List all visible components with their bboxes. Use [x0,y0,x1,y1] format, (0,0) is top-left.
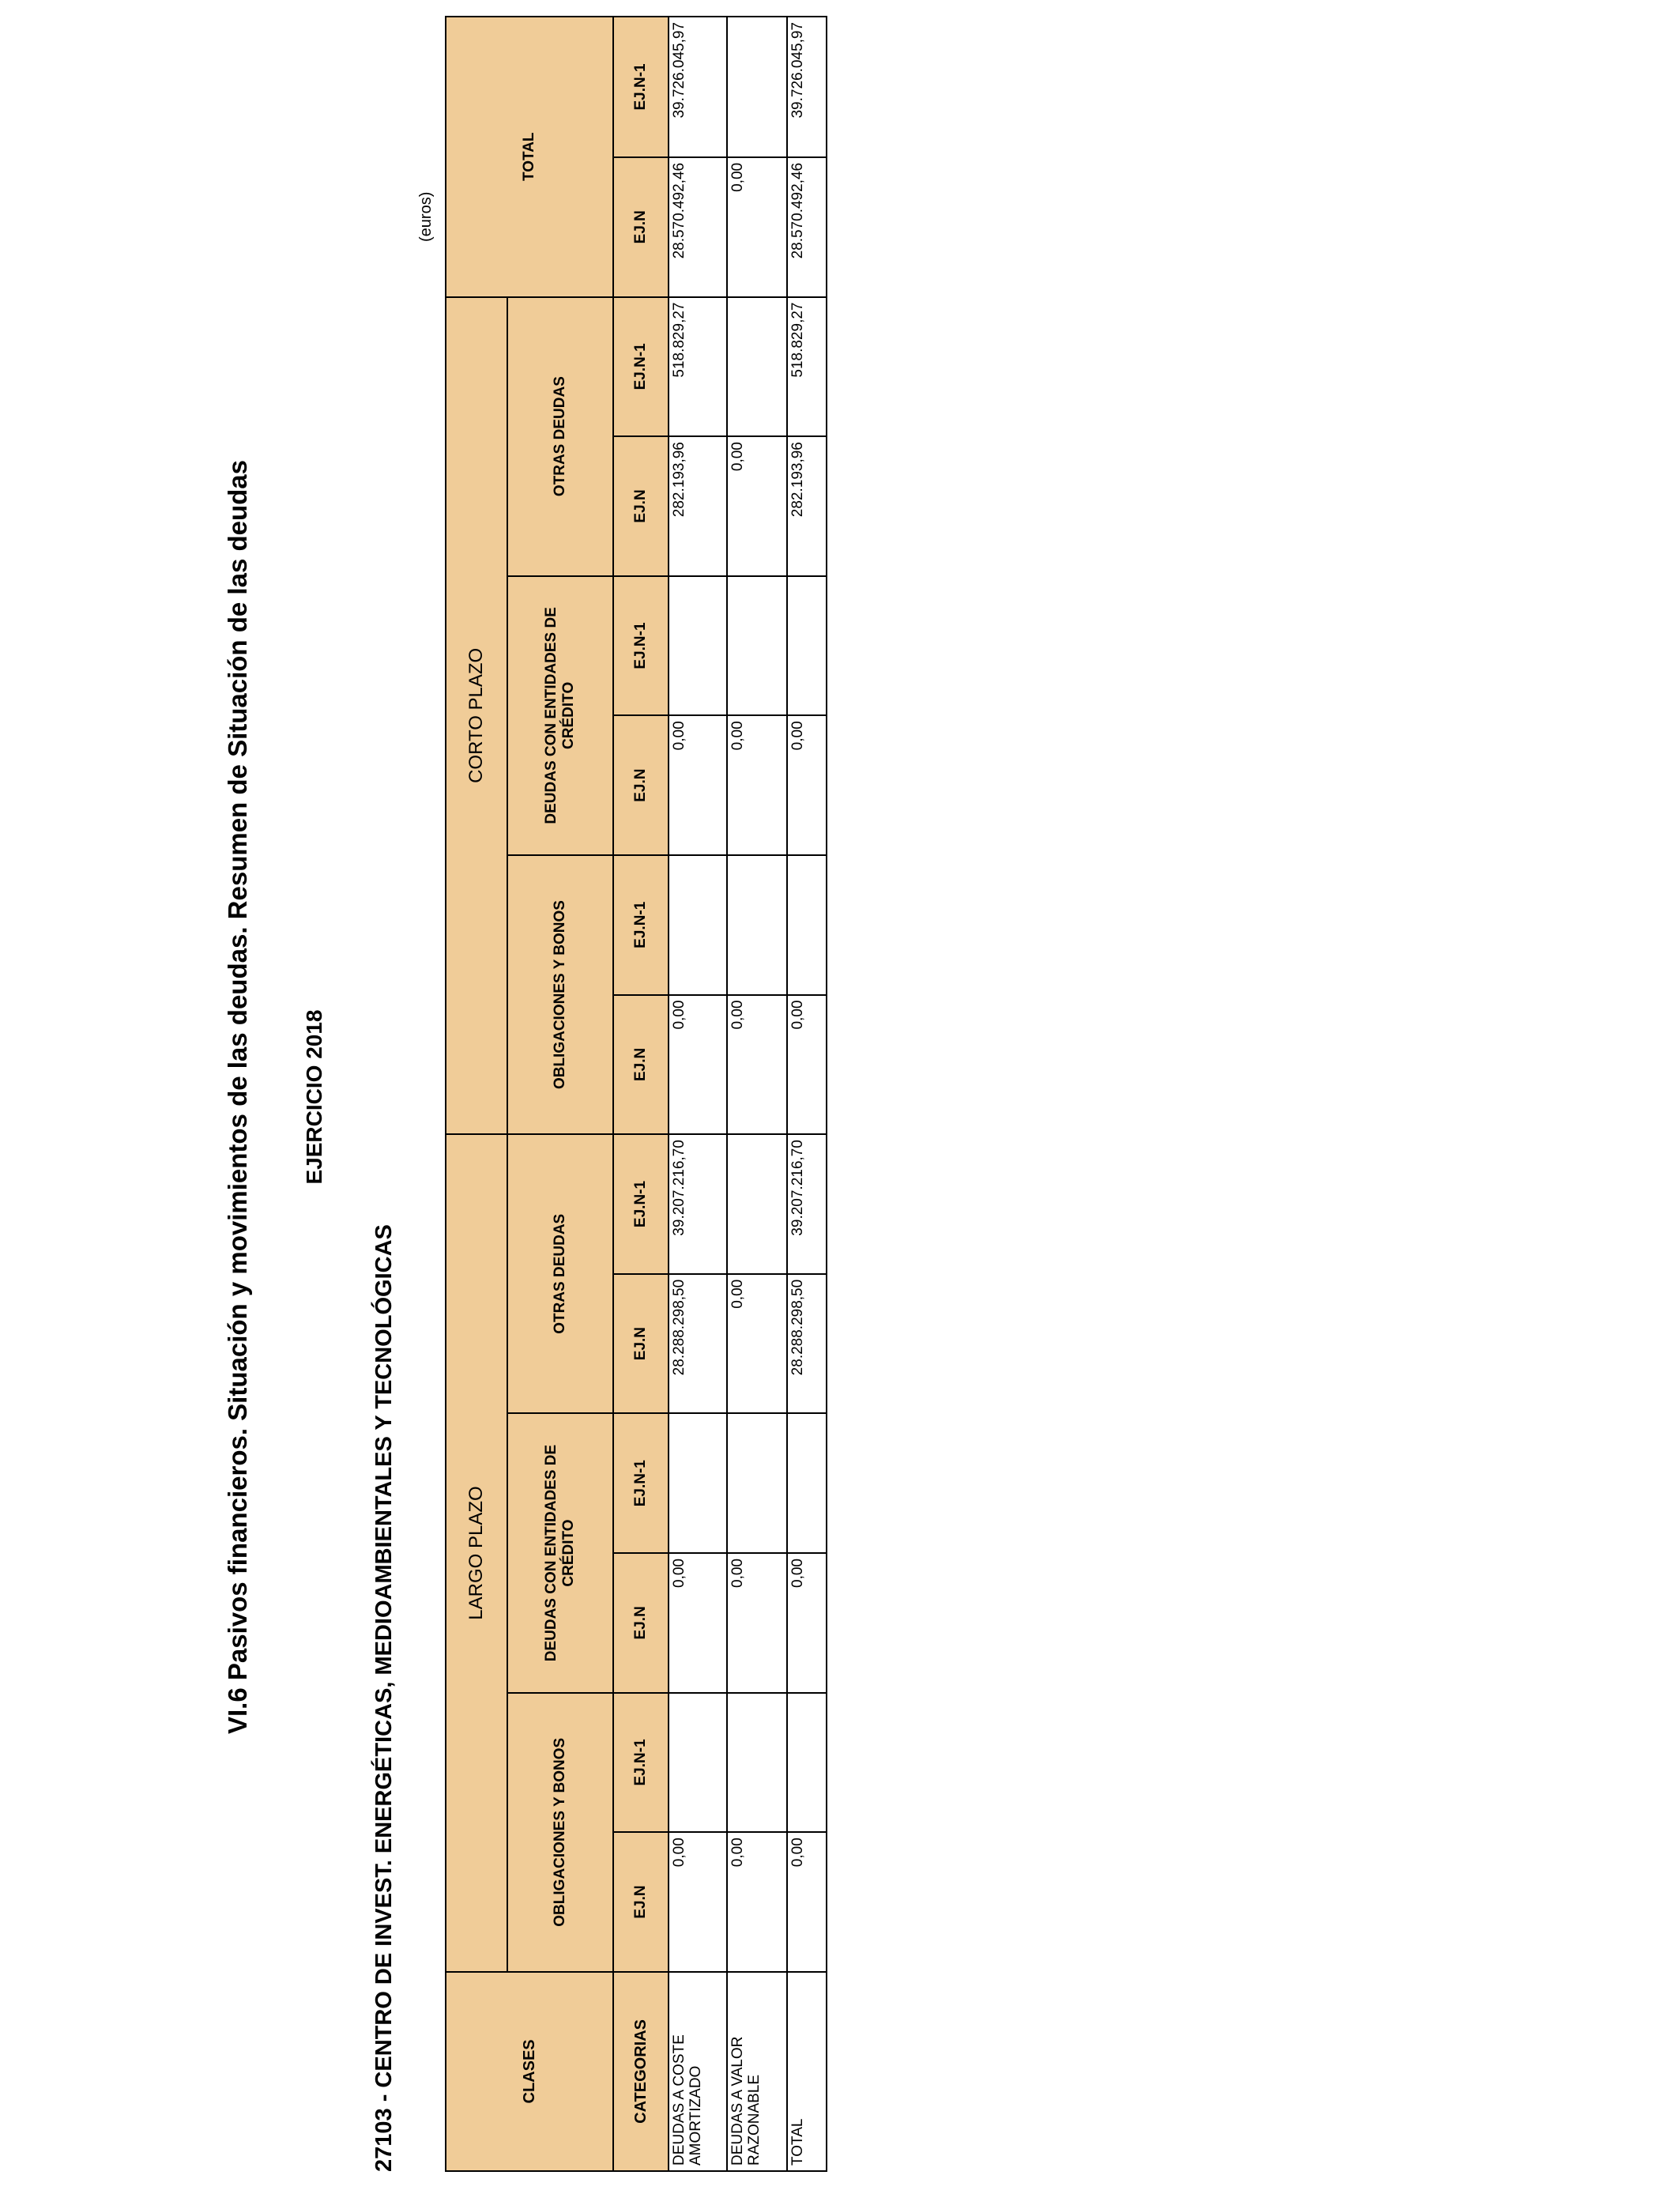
table-cell: 282.193,96 [787,436,827,576]
units-label: (euros) [417,191,435,242]
table-cell: 0,00 [669,715,727,855]
table-cell: 0,00 [727,436,787,576]
col-ejn1: EJ.N-1 [613,17,669,157]
table-cell: 39.726.045,97 [787,17,827,157]
table-cell: 28.570.492,46 [787,157,827,297]
table-cell: 28.288.298,50 [787,1274,827,1414]
table-cell [727,1693,787,1833]
col-ejn1: EJ.N-1 [613,1693,669,1833]
col-ejn1: EJ.N-1 [613,297,669,437]
categorias-header: CATEGORIAS [613,1972,669,2171]
table-cell [727,297,787,437]
fiscal-year: EJERCICIO 2018 [302,1009,326,1185]
table-cell: 0,00 [669,1553,727,1693]
table-cell: 39.207.216,70 [787,1134,827,1274]
table-cell [787,855,827,995]
table-cell: 0,00 [787,1832,827,1972]
lp-otras-header: OTRAS DEUDAS [507,1134,613,1413]
clases-header: CLASES [446,1972,613,2171]
table-cell [669,1413,727,1553]
table-cell [727,1134,787,1274]
col-ejn: EJ.N [613,995,669,1135]
table-cell: 282.193,96 [669,436,727,576]
table-cell: 39.726.045,97 [669,17,727,157]
table-cell: 0,00 [727,1274,787,1414]
row-label: DEUDAS A COSTE AMORTIZADO [669,1972,727,2171]
table-cell: 0,00 [787,1553,827,1693]
largo-plazo-header: LARGO PLAZO [446,1134,507,1972]
table-cell: 0,00 [727,715,787,855]
table-cell: 28.288.298,50 [669,1274,727,1414]
col-ejn1: EJ.N-1 [613,576,669,716]
col-ejn: EJ.N [613,436,669,576]
table-cell [787,576,827,716]
corto-plazo-header: CORTO PLAZO [446,297,507,1135]
debt-situation-table [445,16,827,2172]
table-cell [727,855,787,995]
table-cell [727,576,787,716]
col-ejn1: EJ.N-1 [613,855,669,995]
col-ejn1: EJ.N-1 [613,1413,669,1553]
lp-entidades-header: DEUDAS CON ENTIDADES DE CRÉDITO [507,1413,613,1692]
table-cell [787,1413,827,1553]
table-cell: 28.570.492,46 [669,157,727,297]
table-cell [727,17,787,157]
col-ejn1: EJ.N-1 [613,1134,669,1274]
row-label: DEUDAS A VALOR RAZONABLE [727,1972,787,2171]
table-cell [669,576,727,716]
col-ejn: EJ.N [613,715,669,855]
row-label: TOTAL [787,1972,827,2171]
table-cell: 0,00 [727,1832,787,1972]
table-cell: 518.829,27 [669,297,727,437]
cp-entidades-header: DEUDAS CON ENTIDADES DE CRÉDITO [507,576,613,855]
table-cell: 0,00 [727,1553,787,1693]
cp-obligaciones-header: OBLIGACIONES Y BONOS [507,855,613,1134]
table-cell: 0,00 [727,157,787,297]
table-row [669,17,727,2171]
table-cell: 0,00 [787,995,827,1135]
table-row [727,17,787,2171]
table-cell [669,1693,727,1833]
table-cell: 39.207.216,70 [669,1134,727,1274]
table-cell: 0,00 [787,715,827,855]
table-cell: 0,00 [669,995,727,1135]
table-cell: 518.829,27 [787,297,827,437]
cp-otras-header: OTRAS DEUDAS [507,297,613,576]
lp-obligaciones-header: OBLIGACIONES Y BONOS [507,1693,613,1972]
table-cell: 0,00 [727,995,787,1135]
entity-name: 27103 - CENTRO DE INVEST. ENERGÉTICAS, MEDIOAMBIENTALES Y TECNOLÓGICAS [371,1224,397,2172]
table-cell [727,1413,787,1553]
table-cell [787,1693,827,1833]
col-ejn: EJ.N [613,157,669,297]
col-ejn: EJ.N [613,1553,669,1693]
table-cell: 0,00 [669,1832,727,1972]
table-cell [669,855,727,995]
col-ejn: EJ.N [613,1832,669,1972]
table-row-total [787,17,827,2171]
total-group-header: TOTAL [446,17,613,297]
col-ejn: EJ.N [613,1274,669,1414]
page-title: VI.6 Pasivos financieros. Situación y movimientos de las deudas. Resumen de Situación de las deudas [223,459,252,1735]
